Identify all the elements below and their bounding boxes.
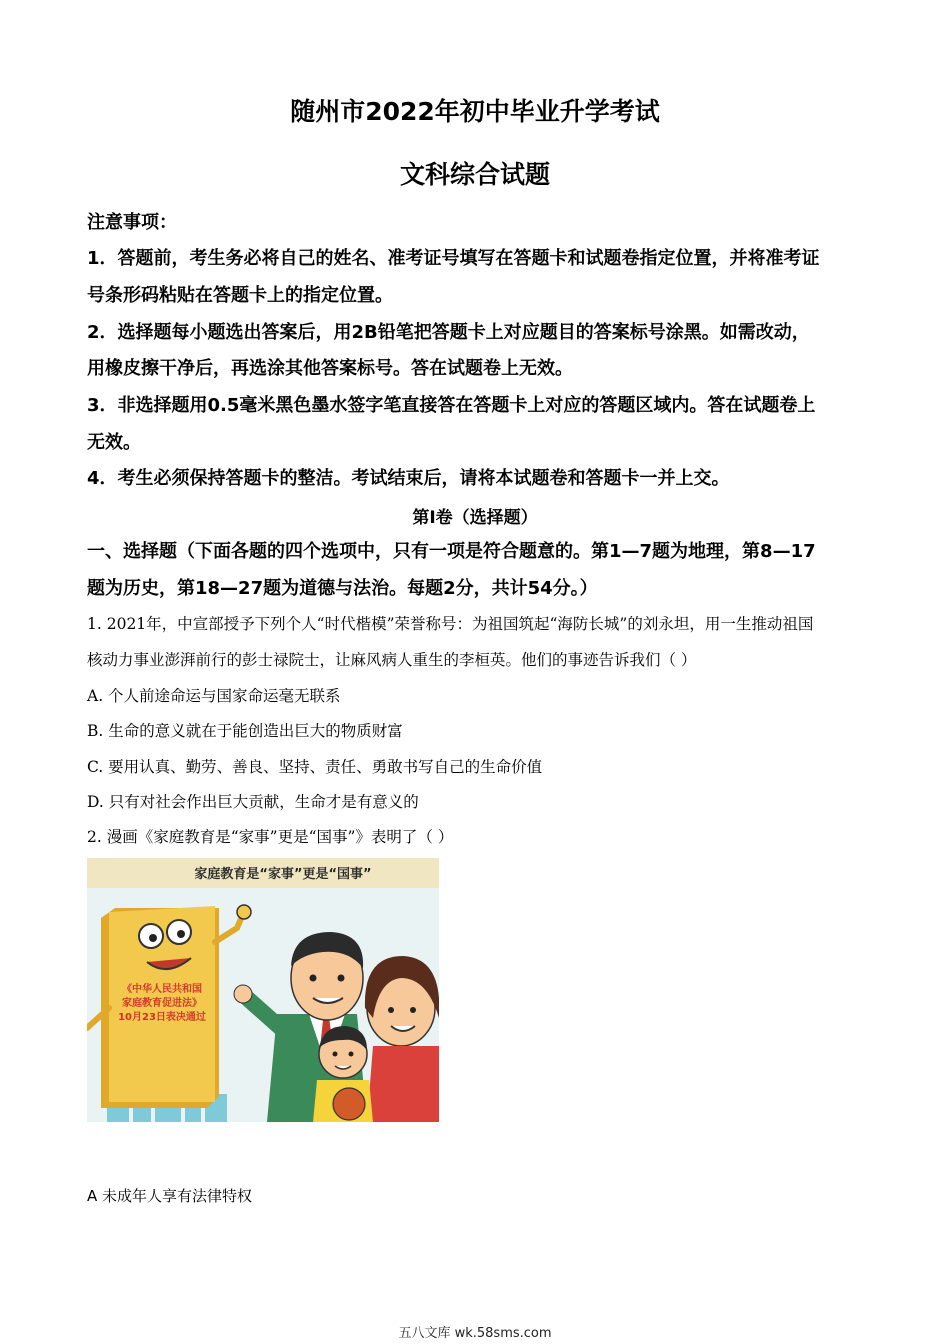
notice-line: 3．非选择题用0.5毫米黑色墨水签字笔直接答在答题卡上对应的答题区域内。答在试题卷上 (87, 395, 816, 416)
book-title-line: 家庭教育促进法》 (122, 998, 202, 1009)
question-1-option-d: D. 只有对社会作出巨大贡献，生命才是有意义的 (87, 793, 419, 811)
notice-line: 号条形码粘贴在答题卡上的指定位置。 (87, 285, 393, 306)
exam-subtitle: 文科综合试题 (399, 160, 550, 189)
book-title-line: 10月23日表决通过 (118, 1012, 206, 1023)
question-2-option-a: A 未成年人享有法律特权 (87, 1187, 253, 1205)
cartoon-caption: 家庭教育是“家事”更是“国事” (194, 867, 372, 882)
notice-heading: 注意事项： (87, 212, 177, 233)
part-one-instructions: 一、选择题（下面各题的四个选项中，只有一项是符合题意的。第1—7题为地理，第8—17 (87, 541, 816, 562)
section-title: 第I卷（选择题） (412, 508, 538, 528)
part-one-instructions: 题为历史，第18—27题为道德与法治。每题2分，共计54分。） (87, 578, 598, 599)
notice-line: 用橡皮擦干净后，再选涂其他答案标号。答在试题卷上无效。 (87, 358, 573, 379)
notice-line: 2．选择题每小题选出答案后，用2B铅笔把答题卡上对应题目的答案标号涂黑。如需改动， (87, 322, 810, 343)
exam-title: 随州市2022年初中毕业升学考试 (290, 97, 660, 126)
page-footer: 五八文库 wk.58sms.com (398, 1326, 552, 1341)
question-1-option-b: B. 生命的意义就在于能创造出巨大的物质财富 (87, 722, 403, 740)
question-1-stem: 1. 2021年，中宣部授予下列个人“时代楷模”荣誉称号：为祖国筑起“海防长城”的刘永坦，用一生推动祖国 (87, 615, 814, 633)
book-title-line: 《中华人民共和国 (122, 984, 202, 995)
question-1-option-c: C. 要用认真、勤劳、善良、坚持、责任、勇敢书写自己的生命价值 (87, 758, 543, 776)
notice-line: 无效。 (87, 432, 141, 453)
question-1-option-a: A. 个人前途命运与国家命运毫无联系 (87, 687, 341, 705)
question-2-stem: 2. 漫画《家庭教育是“家事”更是“国事”》表明了（ ） (87, 828, 454, 846)
notice-line: 4．考生必须保持答题卡的整洁。考试结束后，请将本试题卷和答题卡一并上交。 (87, 468, 730, 489)
notice-line: 1．答题前，考生务必将自己的姓名、准考证号填写在答题卡和试题卷指定位置，并将准考证 (87, 248, 820, 269)
question-1-stem: 核动力事业澎湃前行的彭士禄院士，让麻风病人重生的李桓英。他们的事迹告诉我们（ ） (87, 651, 697, 669)
cartoon-illustration (87, 858, 439, 1122)
